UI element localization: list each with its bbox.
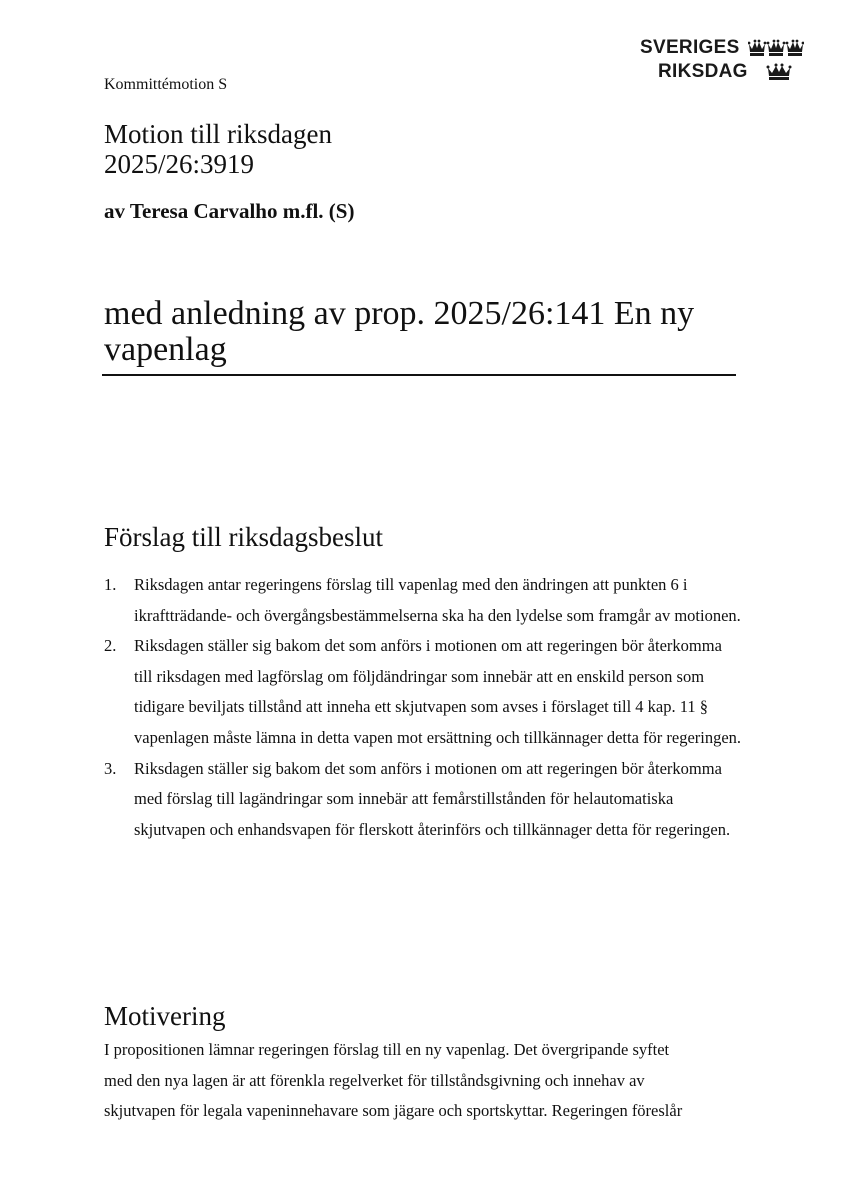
proposal-list (104, 570, 744, 845)
section-heading-motivation: Motivering (104, 1001, 226, 1031)
section-heading-proposals: Förslag till riksdagsbeslut (104, 522, 383, 552)
body-line: skjutvapen för legala vapeninnehavare som jägare och sportskyttar. Regeringen föreslår (104, 1101, 683, 1121)
single-crown-icon (766, 61, 794, 83)
proposal-text: Riksdagen antar regeringens förslag till vapenlag med den ändringen att punkten 6 i ikraftträdande- och övergångsbestämmelserna ska ha den lydelse som framgår av motionen. (134, 575, 741, 625)
motion-title (104, 119, 332, 179)
proposal-number: 1. (104, 575, 117, 594)
motion-kind: Kommittémotion S (104, 76, 228, 93)
proposal-item (104, 570, 744, 631)
proposal-text: Riksdagen ställer sig bakom det som anförs i motionen om att regeringen bör återkomma med förslag till lagändringar som innebär att femårstillstånden för helautomatiska skjutvapen och enhandsvapen för flerskott återinförs och tillkännager detta för regeringen. (134, 758, 731, 839)
proposal-text: Riksdagen ställer sig bakom det som anförs i motionen om att regeringen bör återkomma till riksdagen med lagförslag om följdändringar som innebär att en enskild person som tidigare beviljats tillstånd att inneha ett skjutvapen som avses i förslaget till 4 kap. 11 § vapenlagen måste lämna in detta vapen mot ersättning och tillkännager detta för regeringen. (134, 636, 742, 747)
body-line: med den nya lagen är att förenkla regelverket för tillståndsgivning och innehav av (104, 1070, 645, 1090)
proposal-item (104, 631, 744, 753)
motion-title-line: Motion till riksdagen (104, 119, 332, 149)
motivation-body (104, 1035, 744, 1127)
logo-text-riksdag: RIKSDAG (658, 61, 748, 82)
proposal-item (104, 754, 744, 846)
motion-number: 2025/26:3919 (104, 149, 255, 179)
proposal-number: 2. (104, 636, 117, 656)
riksdag-logo (640, 36, 812, 86)
motion-subject (104, 296, 744, 368)
proposal-number: 3. (104, 758, 117, 778)
three-crowns-icon (748, 37, 804, 59)
logo-text-sveriges: SVERIGES (640, 37, 740, 58)
motion-subject-line: med anledning av prop. 2025/26:141 En ny (104, 295, 695, 332)
body-line: I propositionen lämnar regeringen förslag till en ny vapenlag. Det övergripande syftet (104, 1040, 670, 1059)
subject-divider (102, 374, 736, 376)
motion-subject-line: vapenlag (104, 331, 227, 368)
motion-author: av Teresa Carvalho m.fl. (S) (104, 199, 355, 223)
